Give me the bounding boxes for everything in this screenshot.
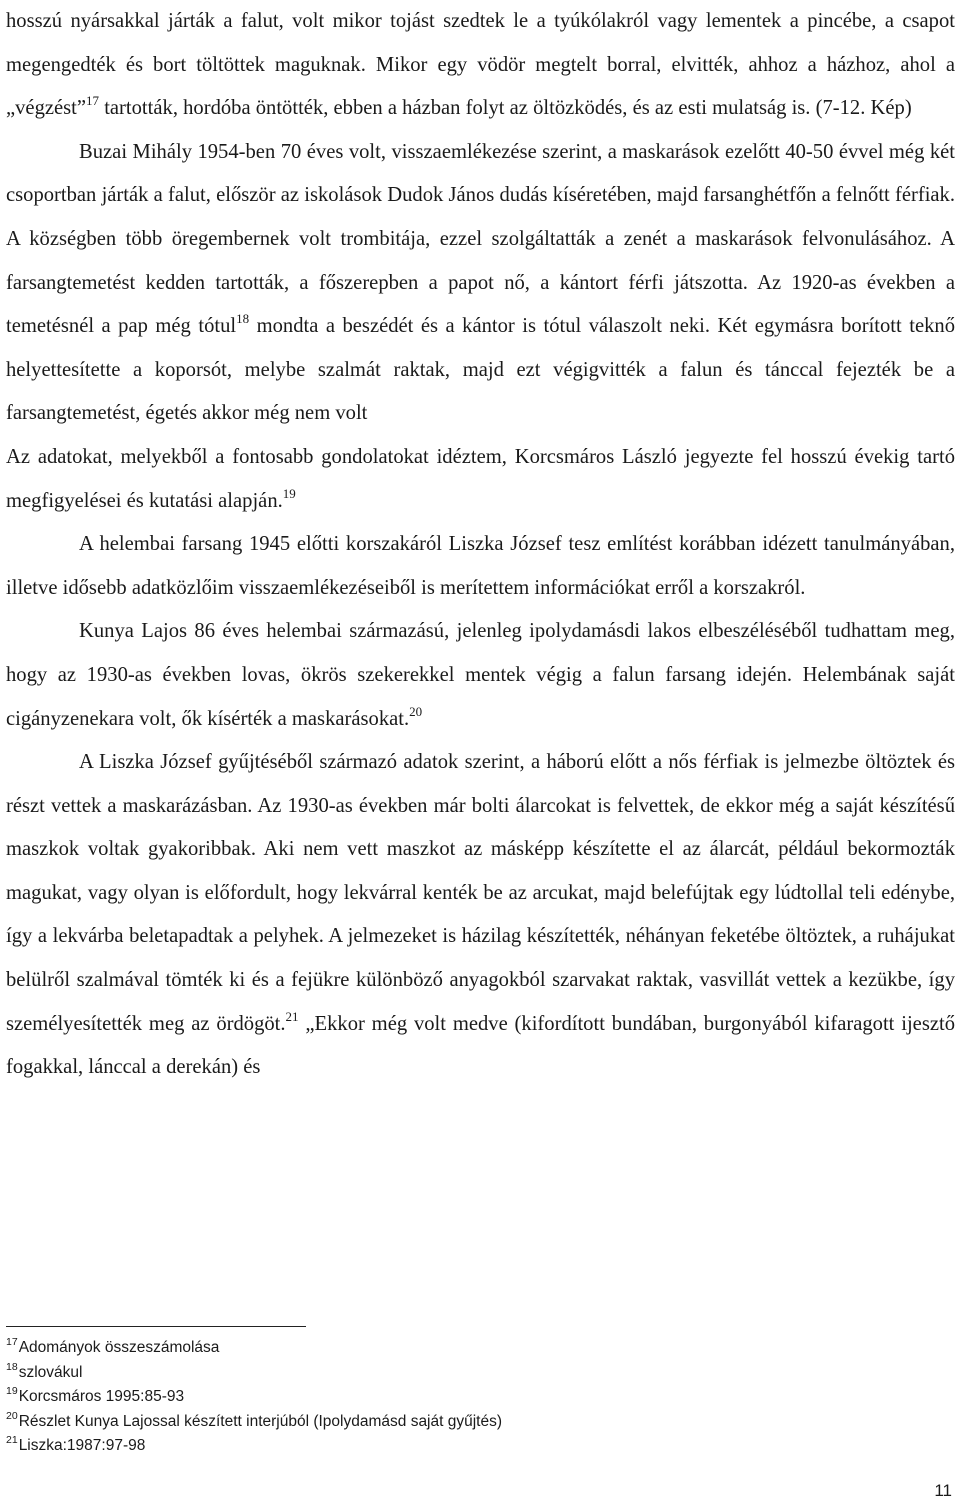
paragraph-text: Az adatokat, melyekből a fontosabb gondolatokat idéztem, Korcsmáros László jegyezte fel hosszú évekig tartó megfigyelései és kutatási alapján. [6, 445, 955, 512]
footnote-reference: 17 [86, 93, 100, 109]
paragraph-text: A Liszka József gyűjtéséből származó adatok szerint, a háború előtt a nős férfiak is jelmezbe öltöztek és részt vettek a maskarázásban. Az 1930-as években már bolti álarcokat is felvettek, de ekkor még a saját készítésű maszkok voltak gyakoribbak. Aki nem vett maszkot az másképp készítette el az álarcát, például bekormozták magukat, vagy olyan is előfordult, hogy lekvárral kenték be az arcukat, majd belefújtak egy lúdtollal teli edénybe, így a lekvárba beletapadtak a pelyhek. A jelmezeket is házilag készítették, néhányan feketébe öltöztek, a ruhájukat belülről szalmával tömték ki és a fejükre különböző anyagokból szarvakat raktak, vasvillát vettek a kezükbe, így személyesítették meg az ördögöt. [6, 751, 955, 1035]
paragraph [6, 610, 955, 741]
footnote [6, 1336, 906, 1361]
footnote [6, 1434, 906, 1459]
body-text [6, 0, 955, 1090]
paragraph-text: „Ekkor még volt medve (kifordított bundában, burgonyából kifaragott ijesztő fogakkal, lánccal a derekán) és [6, 1012, 955, 1079]
footnote-text: Részlet Kunya Lajossal készített interjúból (Ipolydamásd saját gyűjtés) [18, 1412, 503, 1430]
paragraph [6, 741, 955, 1090]
paragraph-text: hosszú nyársakkal járták a falut, volt mikor tojást szedtek le a tyúkólakról vagy lementek a pincébe, a csapot megengedték és bort töltöttek maguknak. Mikor egy vödör megtelt borral, elvitték, ahhoz a házhoz, ahol a „végzést” [6, 10, 955, 120]
footnote-text: Adományok összeszámolása [18, 1339, 220, 1356]
paragraph-text: tartották, hordóba öntötték, ebben a házban folyt az öltözködés, és az esti mulatság is. (7-12. Kép) [99, 97, 912, 120]
footnotes [6, 1336, 906, 1459]
footnote [6, 1410, 906, 1435]
footnote [6, 1361, 906, 1386]
paragraph [6, 131, 955, 436]
paragraph-text: Kunya Lajos 86 éves helembai származású, jelenleg ipolydamásdi lakos elbeszéléséből tudhattam meg, hogy az 1930-as években lovas, ökrös szekerekkel mentek végig a falun farsang idején. Helembának saját cigányzenekara volt, ők kísérték a maskarásokat. [6, 620, 955, 730]
paragraph [6, 523, 955, 610]
paragraph [6, 436, 955, 523]
footnote-number: 20 [6, 1409, 18, 1422]
paragraph-text: mondta a beszédét és a kántor is tótul válaszolt neki. Két egymásra borított teknő helyettesítette a koporsót, melybe szalmát raktak, majd ezt végigvitték a falun és tánccal fejezték be a farsangtemetést, égetés akkor még nem volt [6, 315, 955, 425]
footnote-text: Korcsmáros 1995:85-93 [18, 1388, 185, 1405]
footnote-reference: 19 [282, 485, 296, 501]
footnote-number: 17 [6, 1336, 18, 1348]
footnote-number: 18 [6, 1360, 18, 1373]
paragraph-text: A helembai farsang 1945 előtti korszakáról Liszka József tesz említést korábban idézett tanulmányában, illetve idősebb adatközlőim visszaemlékezéseiből is merítettem információkat erről a korszakról. [6, 533, 955, 599]
page-number: 11 [934, 1481, 952, 1500]
footnote-text: szlovákul [18, 1363, 83, 1381]
footnote-number: 21 [6, 1434, 18, 1446]
footnote-number: 19 [6, 1385, 18, 1397]
footnote-separator [6, 1326, 306, 1327]
footnote-reference: 18 [236, 311, 250, 327]
footnote-text: Liszka:1987:97-98 [18, 1437, 146, 1454]
paragraph-text: Buzai Mihály 1954-ben 70 éves volt, visszaemlékezése szerint, a maskarások ezelőtt 40-50 évvel még két csoportban járták a falut, először az iskolások Dudok János dudás kíséretében, majd farsanghétfőn a felnőtt férfiak. A községben több öregembernek volt trombitája, ezzel szolgáltatták a zenét a maskarások felvonulásához. A farsangtemetést kedden tartották, a főszerepben a papot nő, a kántort férfi játszotta. Az 1920-as években a temetésnél a pap még tótul [6, 140, 955, 338]
footnote-reference: 20 [409, 703, 423, 719]
footnote-reference: 21 [285, 1008, 299, 1024]
paragraph [6, 0, 955, 131]
footnote [6, 1385, 906, 1410]
